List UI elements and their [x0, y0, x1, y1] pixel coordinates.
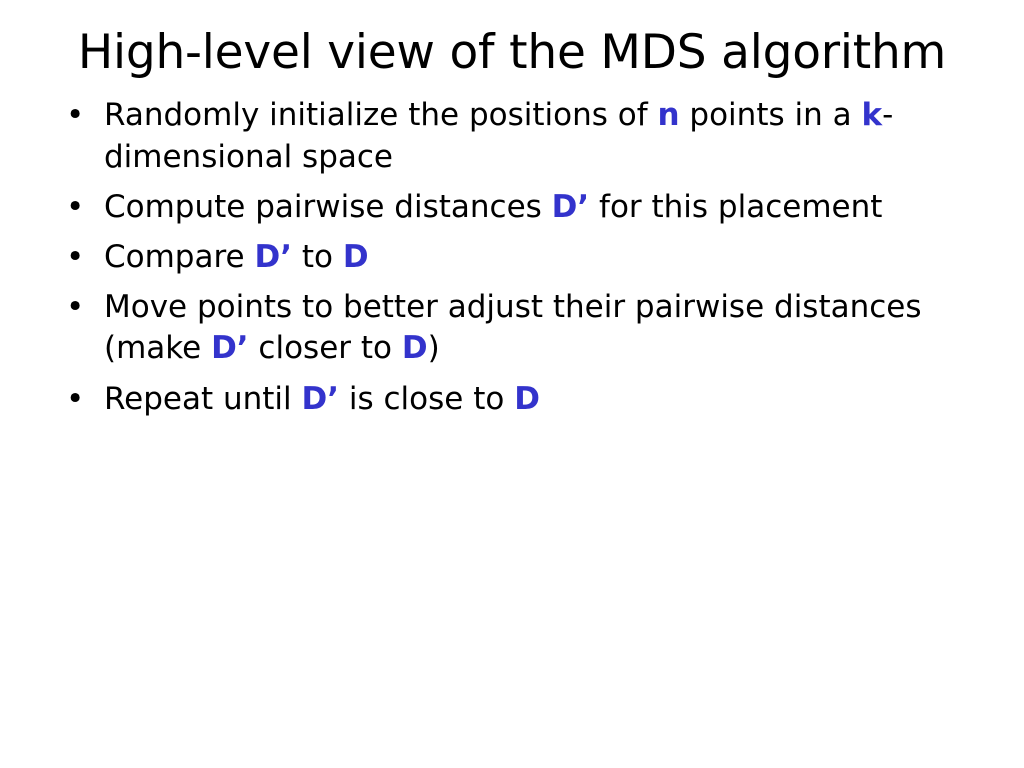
list-item-text — [104, 239, 369, 275]
plain-text: points in a — [679, 97, 862, 134]
plain-text: for this placement — [589, 188, 883, 225]
plain-text: is close to — [339, 380, 515, 417]
emphasized-term: D’ — [551, 188, 590, 225]
bullet-dot-icon: • — [66, 289, 85, 326]
plain-text: Randomly initialize the positions of — [104, 97, 658, 134]
bullet-dot-icon: • — [66, 380, 85, 417]
plain-text: Repeat until — [104, 380, 302, 417]
emphasized-term: D — [342, 238, 369, 275]
list-item — [58, 95, 962, 177]
list-item-text — [104, 381, 540, 417]
bullet-dot-icon: • — [66, 238, 85, 275]
emphasized-term: n — [657, 97, 680, 134]
plain-text: to — [292, 238, 343, 275]
page-title: High-level view of the MDS algorithm — [77, 25, 947, 80]
list-item — [58, 237, 962, 278]
list-item — [58, 287, 962, 369]
emphasized-term: D — [401, 330, 428, 367]
plain-text: -dimensional space — [104, 97, 894, 175]
emphasized-term: k — [861, 97, 883, 134]
bullet-dot-icon: • — [66, 97, 85, 134]
list-item-text — [104, 97, 893, 174]
plain-text: closer to — [248, 330, 402, 367]
list-item — [58, 379, 962, 420]
emphasized-term: D’ — [254, 238, 292, 275]
list-item-text — [104, 289, 922, 366]
emphasized-term: D — [514, 380, 540, 417]
list-item-text — [104, 189, 882, 225]
plain-text: Compare — [104, 238, 255, 275]
bullet-dot-icon: • — [66, 188, 85, 225]
plain-text: Compute pairwise distances — [104, 188, 552, 225]
bullet-list — [0, 81, 1024, 420]
emphasized-term: D’ — [211, 330, 249, 367]
list-item — [58, 187, 962, 228]
emphasized-term: D’ — [301, 380, 340, 417]
plain-text: Move points to better adjust their pairwise distances (make — [104, 289, 922, 367]
plain-text: ) — [427, 330, 440, 367]
